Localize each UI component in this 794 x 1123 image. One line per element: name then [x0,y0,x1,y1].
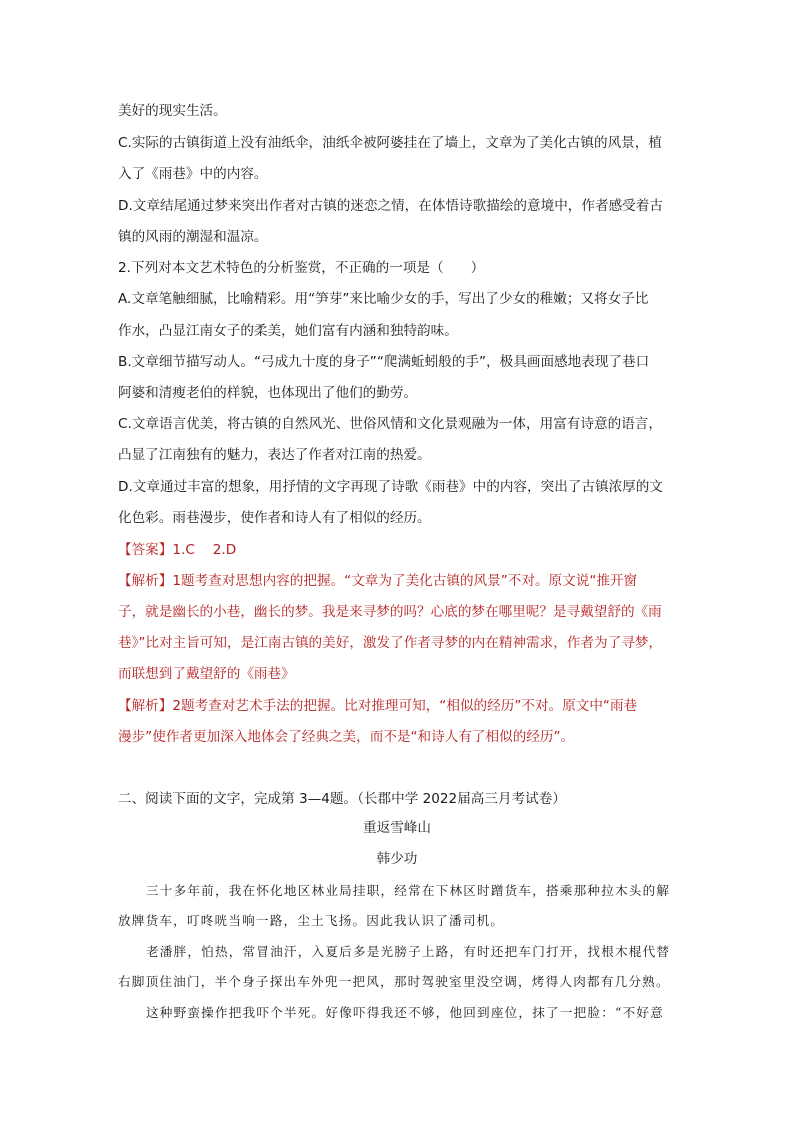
q2-option-d-line1: D.文章通过丰富的想象，用抒情的文字再现了诗歌《雨巷》中的内容，突出了古镇浓厚的文 [118,479,663,495]
q2-stem: 2.下列对本文艺术特色的分析鉴赏，不正确的一项是（ ） [118,260,485,276]
passage-p3-line1: 这种野蛮操作把我吓个半死。好像吓得我还不够，他回到座位，抹了一把脸：“不好意 [146,1005,665,1020]
q1-option-c-line1: C.实际的古镇街道上没有油纸伞，油纸伞被阿婆挂在了墙上，文章为了美化古镇的风景，植 [118,135,662,151]
analysis1-line4: 而联想到了戴望舒的《雨巷》 [118,666,295,682]
passage-p1-line1: 三十多年前，我在怀化地区林业局挂职，经常在下林区时蹭货车，搭乘那种拉木头的解 [146,883,671,898]
answer-line [118,544,678,558]
passage-title: 重返雪峰山 [363,820,431,836]
passage-author: 韩少功 [376,851,418,867]
analysis1-line1 [118,575,678,589]
q2-option-a-line2: 作水，凸显江南女子的柔美，她们富有内涵和独特韵味。 [118,323,458,339]
q2-option-b-line1: B.文章细节描写动人。“弓成九十度的身子”“爬满蚯蚓般的手”，极具画面感地表现了巷口 [118,354,650,370]
q2-option-a-line1: A.文章笔触细腻，比喻精彩。用“笋芽”来比喻少女的手，写出了少女的稚嫩；又将女子比 [118,291,649,307]
analysis1-text1: 1题考查对思想内容的把握。“文章为了美化古镇的风景”不对。原文说“推开窗 [172,573,638,589]
q1-option-c-line2: 入了《雨巷》中的内容。 [118,166,268,182]
section2-heading: 二、阅读下面的文字，完成第 3—4题。（长郡中学 2022届高三月考试卷） [118,791,566,807]
answer-text: 1.C 2.D [172,542,237,558]
q2-option-c-line1: C.文章语言优美，将古镇的自然风光、世俗风情和文化景观融为一体，用富有诗意的语言， [118,416,662,432]
q1-option-b-end: 美好的现实生活。 [118,103,227,119]
q2-option-c-line2: 凸显了江南独有的魅力，表达了作者对江南的热爱。 [118,447,431,463]
analysis2-text1: 2题考查对艺术手法的把握。比对推理可知，“相似的经历”不对。原文中“雨巷 [172,698,638,714]
analysis2-line2: 漫步”使作者更加深入地体会了经典之美，而不是“和诗人有了相似的经历”。 [118,729,575,745]
q1-option-d-line2: 镇的风雨的潮湿和温凉。 [118,229,268,245]
analysis1-line3: 巷》”比对主旨可知，是江南古镇的美好，激发了作者寻梦的内在精神需求，作者为了寻梦， [118,635,662,651]
q1-option-d-line1: D.文章结尾通过梦来突出作者对古镇的迷恋之情，在体悟诗歌描绘的意境中，作者感受着古 [118,198,663,214]
q2-option-d-line2: 化色彩。雨巷漫步，使作者和诗人有了相似的经历。 [118,510,431,526]
passage-p2-line2: 右脚顶住油门，半个身子探出车外兜一把风，那时驾驶室里没空调，烤得人肉都有几分熟。 [118,974,670,989]
q2-option-b-line2: 阿婆和清瘦老伯的样貌，也体现出了他们的勤劳。 [118,385,418,401]
analysis1-line2: 子，就是幽长的小巷，幽长的梦。我是来寻梦的吗？心底的梦在哪里呢？是寻戴望舒的《雨 [118,604,662,620]
answer-tag: 【答案】 [118,542,173,558]
analysis1-tag: 【解析】 [118,573,173,589]
passage-p2-line1: 老潘胖，怕热，常冒油汗，入夏后多是光膀子上路，有时还把车门打开，找根木棍代替 [146,944,671,959]
analysis2-line1 [118,700,678,714]
analysis2-tag: 【解析】 [118,698,173,714]
passage-p1-line2: 放牌货车，叮咚咣当响一路，尘土飞扬。因此我认识了潘司机。 [118,913,505,928]
